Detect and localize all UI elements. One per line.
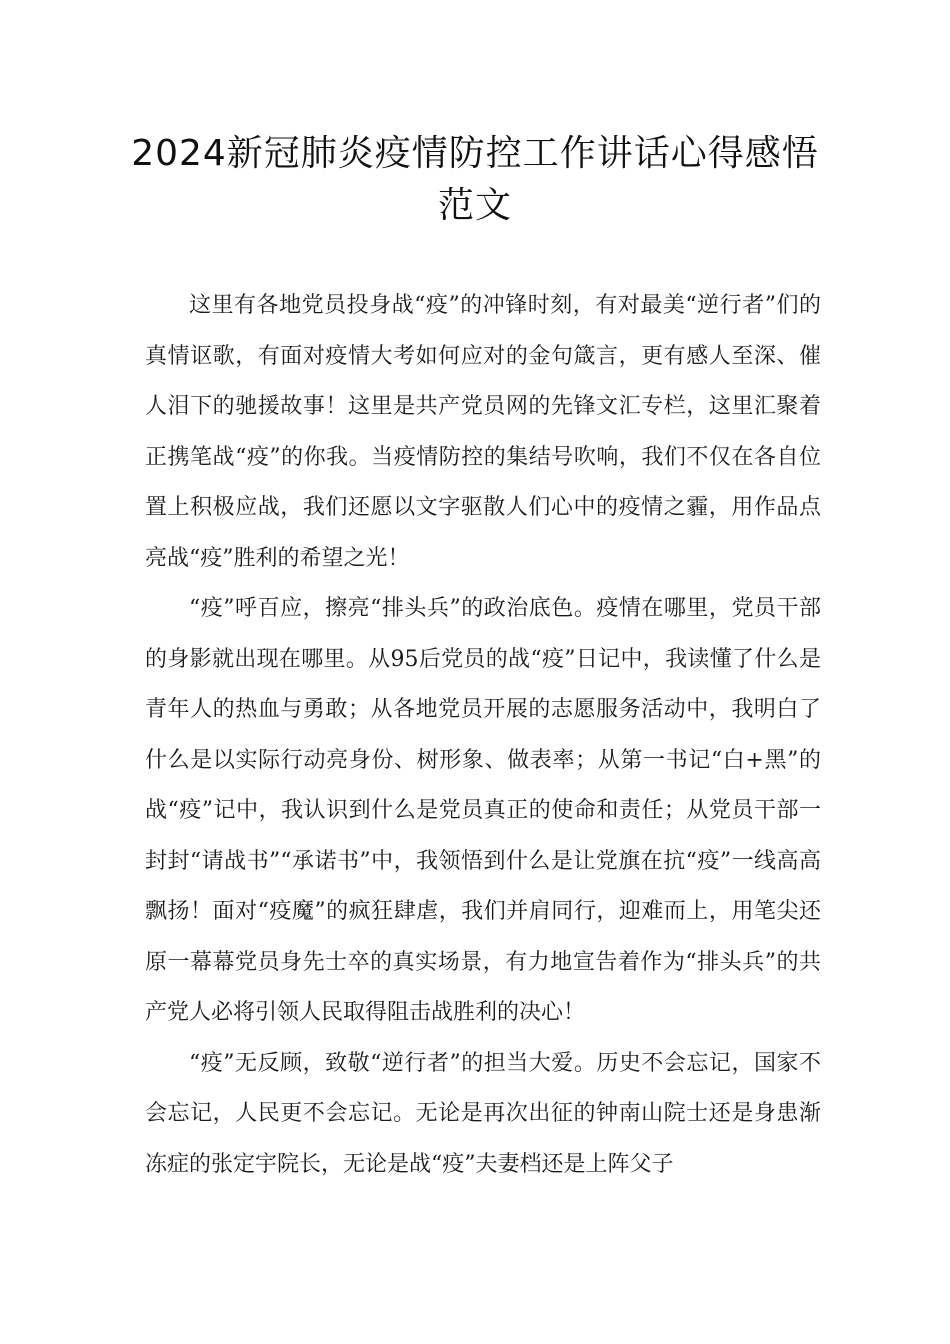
paragraph: 这里有各地党员投身战“疫”的冲锋时刻，有对最美“逆行者”们的真情讴歌，有面对疫情大考如何应对的金句箴言，更有感人至深、催人泪下的驰援故事！这里是共产党员网的先锋文汇专栏，这里汇聚着正携笔战“疫”的你我。当疫情防控的集结号吹响，我们不仅在各自位置上积极应战，我们还愿以文字驱散人们心中的疫情之霾，用作品点亮战“疫”胜利的希望之光！ <box>145 293 821 571</box>
paragraph: “疫”无反顾，致敬“逆行者”的担当大爱。历史不会忘记，国家不会忘记，人民更不会忘记。无论是再次出征的钟南山院士还是身患渐冻症的张定宇院长，无论是战“疫”夫妻档还是上阵父子 <box>145 1050 821 1177</box>
paragraph: “疫”呼百应，擦亮“排头兵”的政治底色。疫情在哪里，党员干部的身影就出现在哪里。从95后党员的战“疫”日记中，我读懂了什么是青年人的热血与勇敢；从各地党员开展的志愿服务活动中，我明白了什么是以实际行动亮身份、树形象、做表率；从第一书记“白+黑”的战“疫”记中，我认识到什么是党员真正的使命和责任；从党员干部一封封“请战书”“承诺书”中，我领悟到什么是让党旗在抗“疫”一线高高飘扬！面对“疫魔”的疯狂肆虐，我们并肩同行，迎难而上，用笔尖还原一幕幕党员身先士卒的真实场景，有力地宣告着作为“排头兵”的共产党人必将引领人民取得阻击战胜利的决心！ <box>145 596 821 1025</box>
document-title: 2024新冠肺炎疫情防控工作讲话心得感悟范文 <box>131 133 819 226</box>
document-body <box>145 281 821 1190</box>
